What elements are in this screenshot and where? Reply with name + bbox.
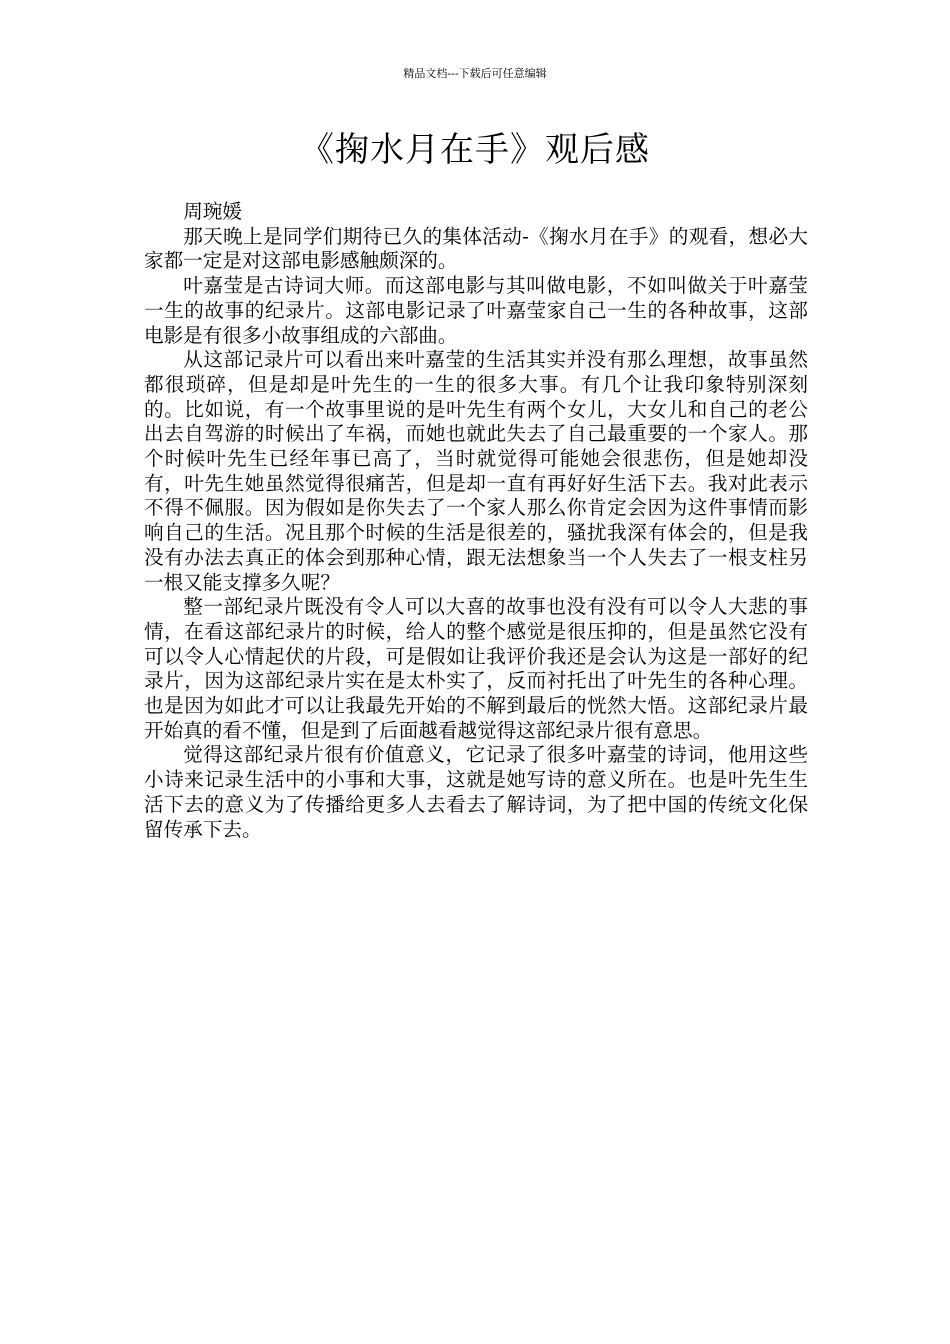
paragraph: 从这部记录片可以看出来叶嘉莹的生活其实并没有那么理想，故事虽然都很琐碎，但是却是叶先生的一生的很多大事。有几个让我印象特别深刻的。比如说，有一个故事里说的是叶先生有两个女儿，大女儿和自己的老公出去自驾游的时候出了车祸，而她也就此失去了自己最重要的一个家人。那个时候叶先生已经年事已高了，当时就觉得可能她会很悲伤，但是她却没有，叶先生她虽然觉得很痛苦，但是却一直有再好好生活下去。我对此表示不得不佩服。因为假如是你失去了一个家人那么你肯定会因为这件事情而影响自己的生活。况且那个时候的生活是很差的，骚扰我深有体会的，但是我没有办法去真正的体会到那种心情，跟无法想象当一个人失去了一根支柱另一根又能支撑多久呢？ xyxy=(144,348,808,594)
document-body xyxy=(144,200,808,842)
header-note: 精品文档---下载后可任意编辑 xyxy=(403,67,547,80)
paragraph: 整一部纪录片既没有令人可以大喜的故事也没有没有可以令人大悲的事情，在看这部纪录片的时候，给人的整个感觉是很压抑的，但是虽然它没有可以令人心情起伏的片段，可是假如让我评价我还是会认为这是一部好的纪录片，因为这部纪录片实在是太朴实了，反而衬托出了叶先生的各种心理。也是因为如此才可以让我最先开始的不解到最后的恍然大悟。这部纪录片最开始真的看不懂，但是到了后面越看越觉得这部纪录片很有意思。 xyxy=(144,595,808,742)
paragraph: 叶嘉莹是古诗词大师。而这部电影与其叫做电影，不如叫做关于叶嘉莹一生的故事的纪录片。这部电影记录了叶嘉莹家自己一生的各种故事，这部电影是有很多小故事组成的六部曲。 xyxy=(144,274,808,347)
document-title: 《掬水月在手》观后感 xyxy=(300,130,650,170)
paragraph: 觉得这部纪录片很有价值意义，它记录了很多叶嘉莹的诗词，他用这些小诗来记录生活中的小事和大事，这就是她写诗的意义所在。也是叶先生生活下去的意义为了传播给更多人去看去了解诗词，为了把中国的传统文化保留传承下去。 xyxy=(144,743,808,841)
author-line: 周琬媛 xyxy=(183,200,242,223)
paragraph: 那天晚上是同学们期待已久的集体活动-《掬水月在手》的观看，想必大家都一定是对这部电影感触颇深的。 xyxy=(144,224,808,273)
